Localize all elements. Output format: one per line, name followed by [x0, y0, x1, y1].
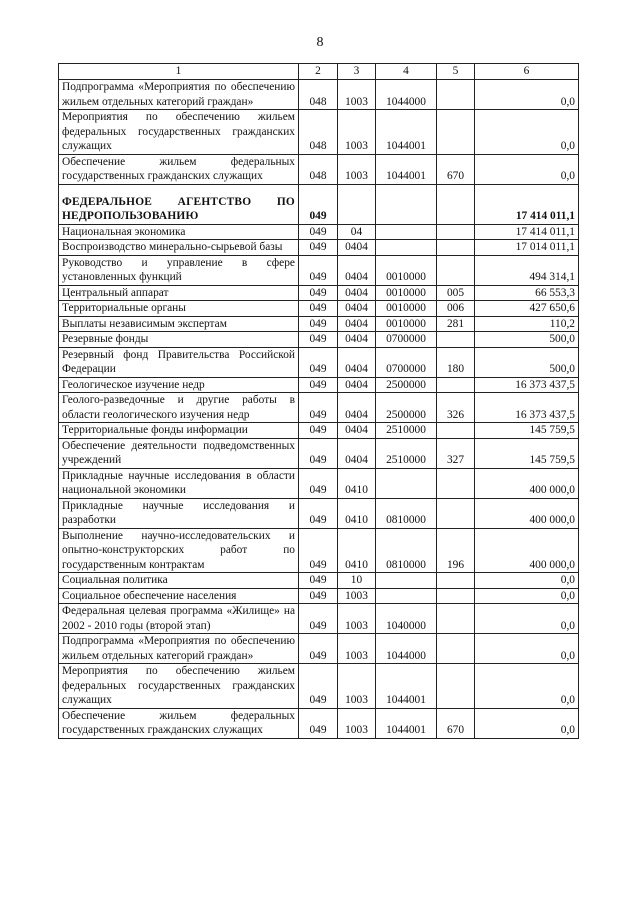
- section-code: 1003: [338, 634, 376, 664]
- expense-type-code: [437, 255, 475, 285]
- table-header-row: [59, 64, 579, 80]
- section-code: 1003: [338, 80, 376, 110]
- table-row: [59, 664, 579, 709]
- ministry-code: 048: [299, 110, 338, 155]
- section-code: 0404: [338, 332, 376, 348]
- table-row: [59, 154, 579, 184]
- amount: 110,2: [475, 316, 579, 332]
- section-code: 1003: [338, 154, 376, 184]
- target-article-code: 1044001: [376, 664, 437, 709]
- table-row: [59, 110, 579, 155]
- section-code: 1003: [338, 604, 376, 634]
- ministry-code: 049: [299, 468, 338, 498]
- ministry-code: 049: [299, 438, 338, 468]
- section-code: 1003: [338, 708, 376, 738]
- item-name: Мероприятия по обеспечению жильем федеральных государственных гражданских служащих: [59, 110, 299, 155]
- ministry-code: 049: [299, 573, 338, 589]
- ministry-code: 049: [299, 255, 338, 285]
- amount: 494 314,1: [475, 255, 579, 285]
- item-name: Резервный фонд Правительства Российской Федерации: [59, 347, 299, 377]
- expense-type-code: [437, 110, 475, 155]
- expense-type-code: [437, 664, 475, 709]
- amount: 0,0: [475, 664, 579, 709]
- item-name: ФЕДЕРАЛЬНОЕ АГЕНТСТВО ПО НЕДРОПОЛЬЗОВАНИЮ: [59, 184, 299, 224]
- target-article-code: 1044001: [376, 154, 437, 184]
- section-code: 0404: [338, 285, 376, 301]
- amount: 16 373 437,5: [475, 377, 579, 393]
- table-row: [59, 528, 579, 573]
- table-row: [59, 604, 579, 634]
- target-article-code: 0700000: [376, 347, 437, 377]
- target-article-code: 2500000: [376, 377, 437, 393]
- ministry-code: 049: [299, 184, 338, 224]
- item-name: Социальная политика: [59, 573, 299, 589]
- item-name: Национальная экономика: [59, 224, 299, 240]
- target-article-code: 0010000: [376, 255, 437, 285]
- target-article-code: 2510000: [376, 438, 437, 468]
- item-name: Федеральная целевая программа «Жилище» на 2002 - 2010 годы (второй этап): [59, 604, 299, 634]
- budget-table: [58, 63, 579, 739]
- section-code: 1003: [338, 110, 376, 155]
- amount: 0,0: [475, 634, 579, 664]
- ministry-code: 049: [299, 664, 338, 709]
- ministry-code: 049: [299, 634, 338, 664]
- item-name: Прикладные научные исследования и разработки: [59, 498, 299, 528]
- section-code: 0404: [338, 240, 376, 256]
- expense-type-code: [437, 604, 475, 634]
- ministry-code: 049: [299, 423, 338, 439]
- ministry-code: 049: [299, 604, 338, 634]
- item-name: Обеспечение деятельности подведомственных учреждений: [59, 438, 299, 468]
- amount: 400 000,0: [475, 528, 579, 573]
- item-name: Воспроизводство минерально-сырьевой базы: [59, 240, 299, 256]
- item-name: Территориальные фонды информации: [59, 423, 299, 439]
- item-name: Мероприятия по обеспечению жильем федеральных государственных гражданских служащих: [59, 664, 299, 709]
- ministry-code: 049: [299, 301, 338, 317]
- expense-type-code: [437, 423, 475, 439]
- expense-type-code: [437, 224, 475, 240]
- ministry-code: 049: [299, 498, 338, 528]
- ministry-code: 048: [299, 154, 338, 184]
- table-row: [59, 393, 579, 423]
- ministry-code: 049: [299, 285, 338, 301]
- expense-type-code: [437, 588, 475, 604]
- target-article-code: 2500000: [376, 393, 437, 423]
- expense-type-code: 281: [437, 316, 475, 332]
- section-code: 04: [338, 224, 376, 240]
- section-code: 0404: [338, 438, 376, 468]
- item-name: Подпрограмма «Мероприятия по обеспечению жильем отдельных категорий граждан»: [59, 634, 299, 664]
- target-article-code: [376, 224, 437, 240]
- table-row: [59, 634, 579, 664]
- target-article-code: 0810000: [376, 528, 437, 573]
- amount: 66 553,3: [475, 285, 579, 301]
- expense-type-code: 670: [437, 154, 475, 184]
- item-name: Социальное обеспечение населения: [59, 588, 299, 604]
- expense-type-code: 180: [437, 347, 475, 377]
- amount: 0,0: [475, 588, 579, 604]
- expense-type-code: [437, 498, 475, 528]
- amount: 16 373 437,5: [475, 393, 579, 423]
- item-name: Геолого-разведочные и другие работы в области геологического изучения недр: [59, 393, 299, 423]
- ministry-code: 049: [299, 528, 338, 573]
- table-row: [59, 316, 579, 332]
- amount: 0,0: [475, 708, 579, 738]
- target-article-code: [376, 573, 437, 589]
- amount: 427 650,6: [475, 301, 579, 317]
- ministry-code: 048: [299, 80, 338, 110]
- table-row: [59, 255, 579, 285]
- amount: 500,0: [475, 332, 579, 348]
- target-article-code: 1040000: [376, 604, 437, 634]
- target-article-code: 1044000: [376, 634, 437, 664]
- section-code: 0404: [338, 393, 376, 423]
- table-row: [59, 301, 579, 317]
- ministry-code: 049: [299, 393, 338, 423]
- item-name: Руководство и управление в сфере установленных функций: [59, 255, 299, 285]
- page-number: 8: [316, 35, 324, 50]
- section-code: [338, 184, 376, 224]
- expense-type-code: 670: [437, 708, 475, 738]
- target-article-code: 0010000: [376, 301, 437, 317]
- header-cell: 2: [299, 64, 338, 80]
- amount: 0,0: [475, 154, 579, 184]
- table-row: [59, 498, 579, 528]
- amount: 400 000,0: [475, 498, 579, 528]
- section-code: 0404: [338, 316, 376, 332]
- ministry-code: 049: [299, 588, 338, 604]
- amount: 145 759,5: [475, 423, 579, 439]
- table-row: [59, 468, 579, 498]
- target-article-code: 0010000: [376, 316, 437, 332]
- header-cell: 6: [475, 64, 579, 80]
- target-article-code: [376, 184, 437, 224]
- ministry-code: 049: [299, 377, 338, 393]
- table-row: [59, 423, 579, 439]
- amount: 0,0: [475, 573, 579, 589]
- amount: 0,0: [475, 110, 579, 155]
- expense-type-code: 005: [437, 285, 475, 301]
- expense-type-code: [437, 80, 475, 110]
- table-row: [59, 285, 579, 301]
- amount: 17 414 011,1: [475, 184, 579, 224]
- expense-type-code: 326: [437, 393, 475, 423]
- header-cell: 4: [376, 64, 437, 80]
- table-row: [59, 438, 579, 468]
- section-code: 0404: [338, 255, 376, 285]
- table-row: [59, 240, 579, 256]
- item-name: Обеспечение жильем федеральных государственных гражданских служащих: [59, 708, 299, 738]
- table-row: [59, 224, 579, 240]
- expense-type-code: [437, 634, 475, 664]
- target-article-code: 1044000: [376, 80, 437, 110]
- section-code: 10: [338, 573, 376, 589]
- section-code: 1003: [338, 664, 376, 709]
- section-code: 0410: [338, 498, 376, 528]
- item-name: Обеспечение жильем федеральных государственных гражданских служащих: [59, 154, 299, 184]
- expense-type-code: [437, 377, 475, 393]
- target-article-code: 2510000: [376, 423, 437, 439]
- target-article-code: [376, 588, 437, 604]
- expense-type-code: 006: [437, 301, 475, 317]
- table-row: [59, 332, 579, 348]
- expense-type-code: [437, 332, 475, 348]
- header-cell: 5: [437, 64, 475, 80]
- amount: 0,0: [475, 80, 579, 110]
- item-name: Территориальные органы: [59, 301, 299, 317]
- ministry-code: 049: [299, 316, 338, 332]
- item-name: Выплаты независимым экспертам: [59, 316, 299, 332]
- target-article-code: [376, 240, 437, 256]
- table-row: [59, 573, 579, 589]
- header-cell: 3: [338, 64, 376, 80]
- item-name: Выполнение научно-исследовательских и опытно-конструкторских работ по государственным контрактам: [59, 528, 299, 573]
- section-code: 0410: [338, 528, 376, 573]
- amount: 17 414 011,1: [475, 224, 579, 240]
- section-code: 0404: [338, 423, 376, 439]
- table-row: [59, 588, 579, 604]
- header-cell: 1: [59, 64, 299, 80]
- table-row: [59, 708, 579, 738]
- section-code: 1003: [338, 588, 376, 604]
- table-body: [59, 80, 579, 739]
- ministry-code: 049: [299, 240, 338, 256]
- item-name: Геологическое изучение недр: [59, 377, 299, 393]
- section-code: 0404: [338, 301, 376, 317]
- amount: 500,0: [475, 347, 579, 377]
- section-code: 0410: [338, 468, 376, 498]
- table-row: [59, 80, 579, 110]
- table-row: [59, 347, 579, 377]
- ministry-code: 049: [299, 708, 338, 738]
- target-article-code: 1044001: [376, 708, 437, 738]
- amount: 400 000,0: [475, 468, 579, 498]
- amount: 17 014 011,1: [475, 240, 579, 256]
- expense-type-code: [437, 184, 475, 224]
- expense-type-code: [437, 468, 475, 498]
- expense-type-code: [437, 573, 475, 589]
- expense-type-code: 327: [437, 438, 475, 468]
- amount: 0,0: [475, 604, 579, 634]
- item-name: Центральный аппарат: [59, 285, 299, 301]
- amount: 145 759,5: [475, 438, 579, 468]
- target-article-code: 0700000: [376, 332, 437, 348]
- target-article-code: 0810000: [376, 498, 437, 528]
- item-name: Резервные фонды: [59, 332, 299, 348]
- ministry-code: 049: [299, 332, 338, 348]
- table-row: [59, 184, 579, 224]
- expense-type-code: [437, 240, 475, 256]
- section-code: 0404: [338, 377, 376, 393]
- ministry-code: 049: [299, 224, 338, 240]
- table-row: [59, 377, 579, 393]
- target-article-code: 1044001: [376, 110, 437, 155]
- section-code: 0404: [338, 347, 376, 377]
- expense-type-code: 196: [437, 528, 475, 573]
- target-article-code: [376, 468, 437, 498]
- item-name: Прикладные научные исследования в области национальной экономики: [59, 468, 299, 498]
- target-article-code: 0010000: [376, 285, 437, 301]
- item-name: Подпрограмма «Мероприятия по обеспечению жильем отдельных категорий граждан»: [59, 80, 299, 110]
- ministry-code: 049: [299, 347, 338, 377]
